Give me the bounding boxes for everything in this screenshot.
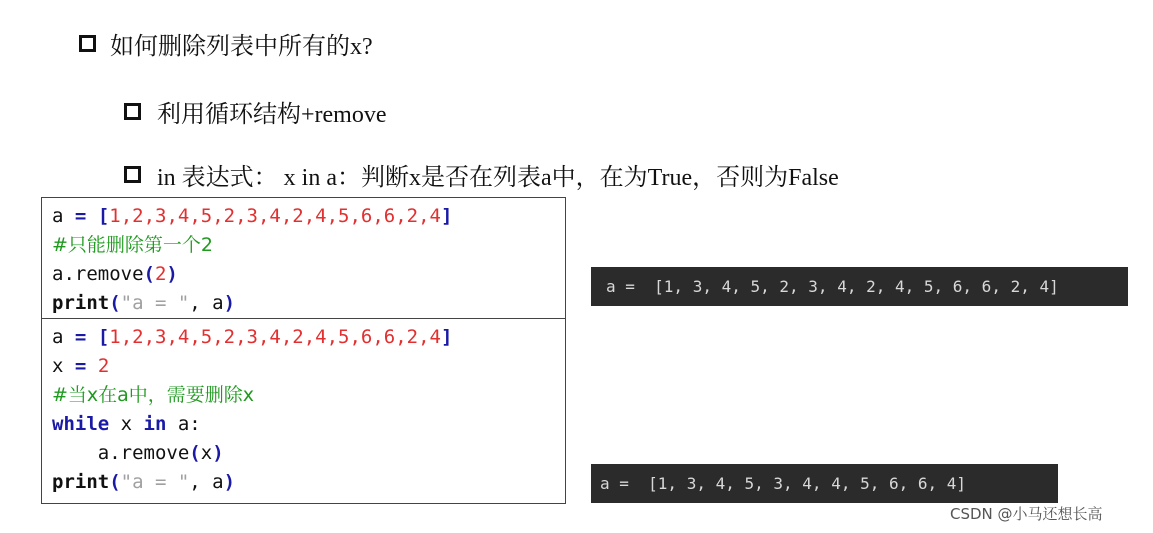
bullet-loop-remove bbox=[124, 94, 387, 129]
console-output-2: a = [1, 3, 4, 5, 3, 4, 4, 5, 6, 6, 4] bbox=[591, 464, 1058, 503]
code-comment: #只能删除第一个2 bbox=[52, 234, 214, 256]
square-bullet-icon bbox=[124, 103, 141, 120]
code-comment: #当x在a中，需要删除x bbox=[52, 384, 255, 406]
code-block-while-loop bbox=[41, 318, 566, 504]
code-block-remove-once bbox=[41, 197, 566, 319]
bullet-in-expression bbox=[124, 157, 839, 192]
watermark: CSDN @小马还想长高 bbox=[950, 505, 1103, 523]
console-output-1: a = [1, 3, 4, 5, 2, 3, 4, 2, 4, 5, 6, 6, 2, 4] bbox=[591, 267, 1128, 306]
bullet-text: 如何删除列表中所有的x? bbox=[110, 34, 373, 60]
code-line: x = 2 bbox=[52, 355, 110, 377]
code-line: a = [1,2,3,4,5,2,3,4,2,4,5,6,6,2,4] bbox=[52, 205, 453, 227]
code-line: a.remove(x) bbox=[97, 442, 224, 464]
code-line: a = [1,2,3,4,5,2,3,4,2,4,5,6,6,2,4] bbox=[52, 326, 453, 348]
square-bullet-icon bbox=[124, 166, 141, 183]
code-line: print("a = ", a) bbox=[52, 471, 236, 493]
code-line: print("a = ", a) bbox=[52, 292, 236, 314]
code-line: while x in a: bbox=[52, 413, 201, 435]
square-bullet-icon bbox=[79, 35, 96, 52]
bullet-text: 利用循环结构+remove bbox=[157, 102, 387, 128]
bullet-question bbox=[79, 26, 373, 61]
code-line: a.remove(2) bbox=[52, 263, 178, 285]
bullet-text: in 表达式： x in a：判断x是否在列表a中，在为True，否则为False bbox=[157, 165, 839, 191]
